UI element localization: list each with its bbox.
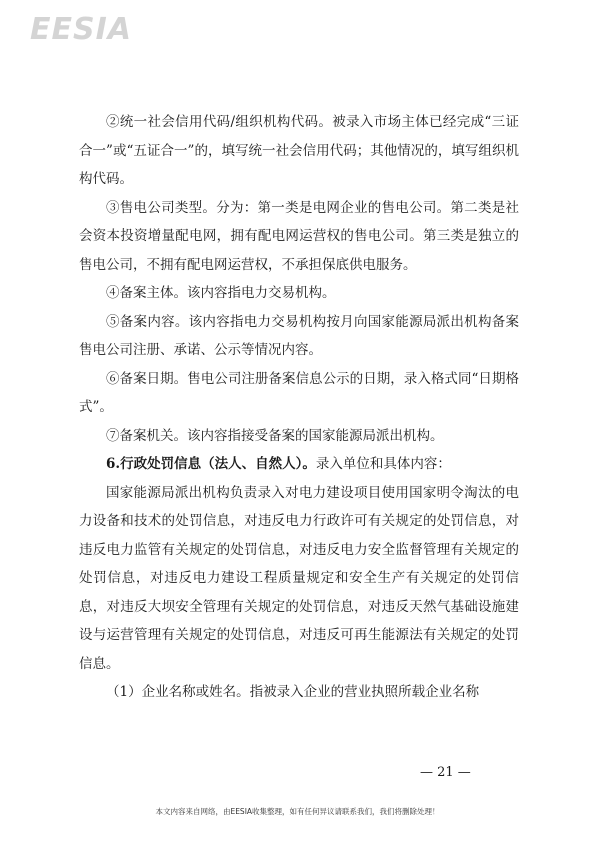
paragraph-item-1: （1）企业名称或姓名。指被录入企业的营业执照所载企业名称: [106, 684, 480, 700]
paragraph-filing-subject: ④备案主体。该内容指电力交易机构。: [106, 285, 336, 301]
paragraph-filing-authority: ⑦备案机关。该内容指接受备案的国家能源局派出机构。: [106, 427, 444, 444]
eesia-logo: EESIA: [30, 12, 132, 47]
document-body: [79, 108, 519, 707]
paragraph-company-type: ③售电公司类型。分为：第一类是电网企业的售电公司。第二类是社会资本投资增量配电网，拥有配电网运营权的售电公司。第三类是独立的售电公司，不拥有配电网运营权，不承担保底供电服务。: [79, 199, 519, 273]
paragraph-penalty-info: 国家能源局派出机构负责录入对电力建设项目使用国家明令淘汰的电力设备和技术的处罚信息，对违反电力行政许可有关规定的处罚信息，对违反电力监管有关规定的处罚信息，对违反电力安全监督管理有关规定的处罚信息，对违反电力建设工程质量规定和安全生产有关规定的处罚信息，对违反大坝安全管理有关规定的处罚信息，对违反天然气基础设施建设与运营管理有关规定的处罚信息，对违反可再生能源法有关规定的处罚信息。: [79, 484, 519, 672]
paragraph-filing-content: ⑤备案内容。该内容指电力交易机构按月向国家能源局派出机构备案售电公司注册、承诺、公示等情况内容。: [79, 313, 519, 358]
section-title: 6.行政处罚信息（法人、自然人）。: [106, 456, 316, 472]
page-number: — 21 —: [420, 765, 471, 780]
section-heading: [79, 450, 519, 479]
paragraph-filing-date: ⑥备案日期。售电公司注册备案信息公示的日期，录入格式同“日期格式”。: [79, 370, 519, 415]
footer-disclaimer: 本文内容来自网络，由EESIA收集整理，如有任何异议请联系我们，我们将删除处理！: [155, 807, 440, 816]
section-intro: 录入单位和具体内容：: [315, 456, 451, 472]
paragraph-credit-code: ②统一社会信用代码/组织机构代码。被录入市场主体已经完成“三证合一”或“五证合一”的，填写统一社会信用代码；其他情况的，填写组织机构代码。: [79, 114, 519, 187]
